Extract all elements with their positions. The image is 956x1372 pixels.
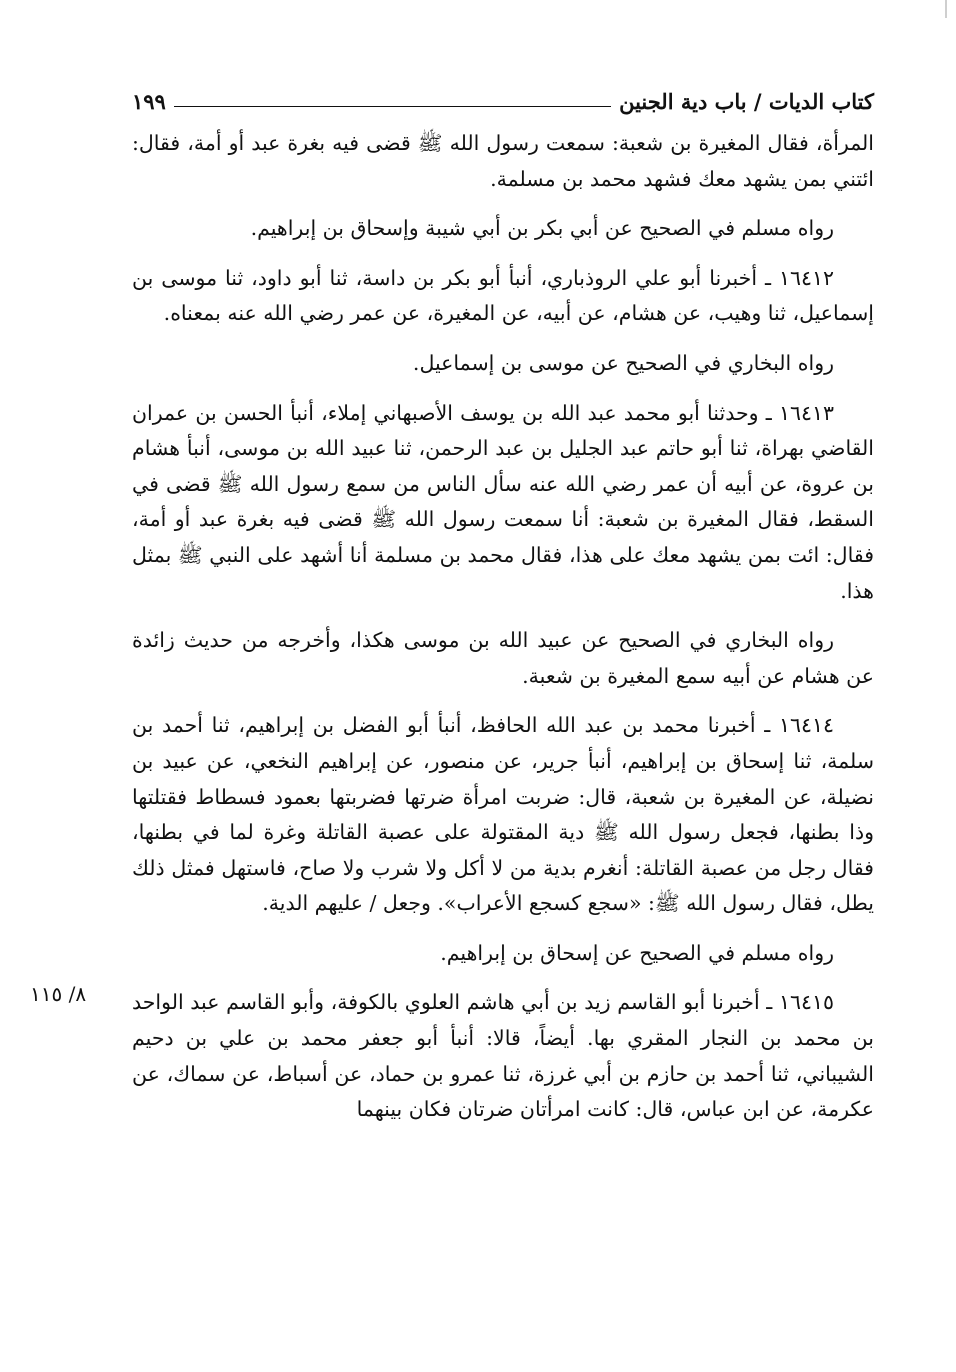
margin-reference: ٨/ ١١٥ <box>30 982 87 1006</box>
paragraph-hadith-16413: ١٦٤١٣ ـ وحدثنا أبو محمد عبد الله بن يوسف الأصبهاني إملاء، أنبأ الحسن بن عمران القاضي بهراة، ثنا أبو حاتم عبد الجليل بن عبد الرحمن، ثنا عبيد الله بن موسى، أنبأ هشام بن عروة، عن أبيه أن عمر رضي الله عنه سأل الناس من سمع رسول الله ﷺ قضى في السقط، فقال المغيرة بن شعبة: أنا سمعت رسول الله ﷺ قضى فيه بغرة عبد أو أمة، فقال: ائت بمن يشهد معك على هذا، فقال محمد بن مسلمة أنا أشهد على النبي ﷺ بمثل هذا. <box>132 400 874 603</box>
scan-edge-mark <box>945 0 947 18</box>
header-rule <box>174 106 611 107</box>
page-number: ١٩٩ <box>132 89 166 114</box>
page-body <box>132 126 874 1142</box>
paragraph-riwaya: رواه مسلم في الصحيح عن إسحاق بن إبراهيم. <box>440 940 834 965</box>
running-header <box>132 80 874 114</box>
paragraph-riwaya: رواه مسلم في الصحيح عن أبي بكر بن أبي شيبة وإسحاق بن إبراهيم. <box>250 216 834 241</box>
chapter-title: كتاب الديات / باب دية الجنين <box>619 89 874 114</box>
paragraph-riwaya: رواه البخاري في الصحيح عن عبيد الله بن موسى هكذا، وأخرجه من حديث زائدة عن هشام عن أبيه سمع المغيرة بن شعبة. <box>132 628 874 688</box>
paragraph-continuation: المرأة، فقال المغيرة بن شعبة: سمعت رسول الله ﷺ قضى فيه بغرة عبد أو أمة، فقال: ائتني بمن يشهد معك فشهد محمد بن مسلمة. <box>132 131 874 191</box>
paragraph-hadith-16414: ١٦٤١٤ ـ أخبرنا محمد بن عبد الله الحافظ، أنبأ أبو الفضل بن إبراهيم، ثنا أحمد بن سلمة، ثنا إسحاق بن إبراهيم، أنبأ جرير، عن منصور، عن إبراهيم النخعي، عن عبيد بن نضيلة، عن المغيرة بن شعبة، قال: ضربت امرأة ضرتها فضربتها بعمود فسطاط فقتلتها وذا بطنها، فجعل رسول الله ﷺ دية المقتولة على عصبة القاتلة وغرة لما في بطنها، فقال رجل من عصبة القاتلة: أنغرم بدية من لا أكل ولا شرب ولا صاح، فاستهل فمثل ذلك يطل، فقال رسول الله ﷺ: «سجع كسجع الأعراب». وجعل / عليهم الدية. <box>132 713 874 916</box>
paragraph-hadith-16415: ١٦٤١٥ ـ أخبرنا أبو القاسم زيد بن أبي هاشم العلوي بالكوفة، وأبو القاسم عبد الواحد بن محمد بن النجار المقري بها. أيضاً، قالا: أنبأ أبو جعفر محمد بن علي بن دحيم الشيباني، ثنا أحمد بن حازم بن أبي غرزة، ثنا عمرو بن حماد، عن أسباط، عن سماك، عن عكرمة، عن ابن عباس، قال: كانت امرأتان ضرتان فكان بينهما <box>132 990 874 1122</box>
paragraph-hadith-16412: ١٦٤١٢ ـ أخبرنا أبو علي الروذباري، أنبأ أبو بكر بن داسة، ثنا أبو داود، ثنا موسى بن إسماعيل، ثنا وهيب، عن هشام، عن أبيه، عن المغيرة، عن عمر رضي الله عنه بمعناه. <box>132 265 874 326</box>
paragraph-riwaya: رواه البخاري في الصحيح عن موسى بن إسماعيل. <box>412 350 834 375</box>
